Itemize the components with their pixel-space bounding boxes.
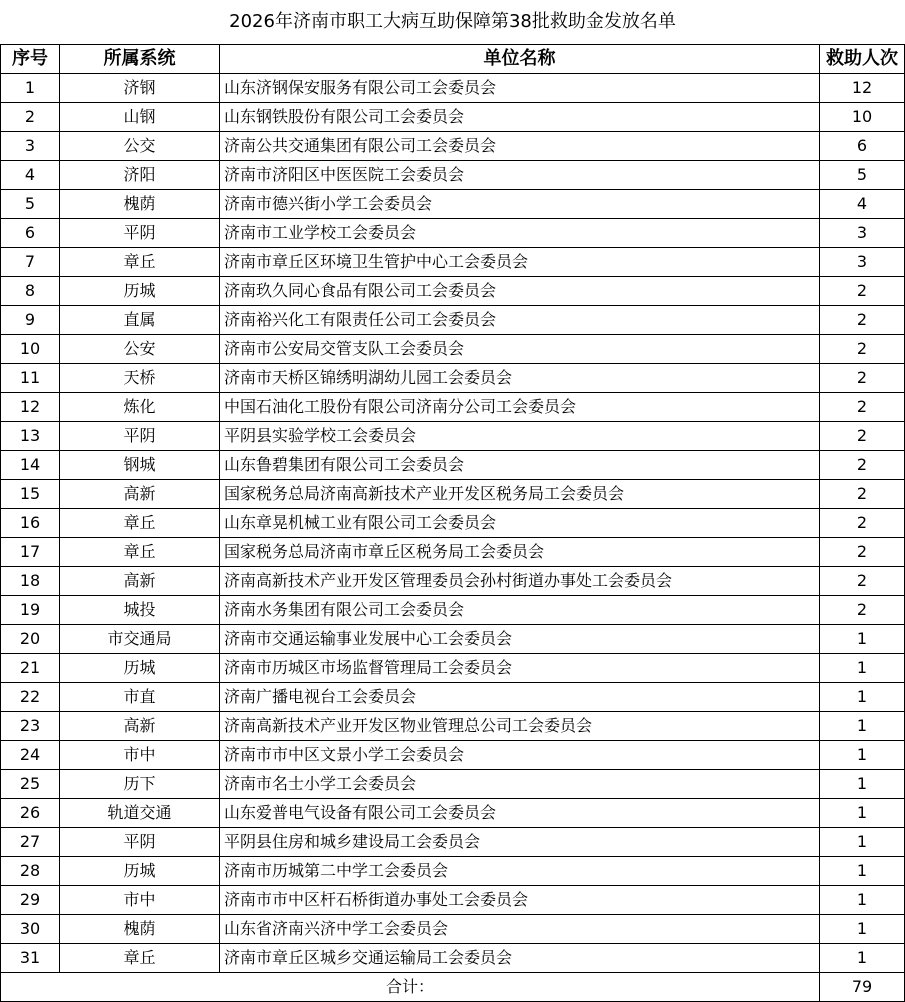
cell-unit: 济南市济阳区中医医院工会委员会	[220, 161, 820, 190]
cell-system: 平阴	[60, 828, 220, 857]
cell-count: 1	[820, 770, 905, 799]
table-row	[1, 480, 905, 509]
cell-unit: 济南市德兴街小学工会委员会	[220, 190, 820, 219]
cell-system: 公交	[60, 132, 220, 161]
cell-seq: 20	[1, 625, 60, 654]
cell-seq: 28	[1, 857, 60, 886]
cell-unit: 山东济钢保安服务有限公司工会委员会	[220, 74, 820, 103]
cell-system: 高新	[60, 567, 220, 596]
cell-seq: 11	[1, 364, 60, 393]
cell-seq: 25	[1, 770, 60, 799]
cell-system: 济阳	[60, 161, 220, 190]
cell-count: 1	[820, 915, 905, 944]
cell-seq: 29	[1, 886, 60, 915]
table-row	[1, 799, 905, 828]
cell-unit: 济南水务集团有限公司工会委员会	[220, 596, 820, 625]
cell-seq: 2	[1, 103, 60, 132]
cell-unit: 济南公共交通集团有限公司工会委员会	[220, 132, 820, 161]
cell-unit: 济南市市中区杆石桥街道办事处工会委员会	[220, 886, 820, 915]
cell-system: 山钢	[60, 103, 220, 132]
cell-seq: 10	[1, 335, 60, 364]
table-row	[1, 915, 905, 944]
cell-system: 章丘	[60, 944, 220, 973]
cell-system: 市中	[60, 741, 220, 770]
table-row	[1, 393, 905, 422]
cell-seq: 16	[1, 509, 60, 538]
cell-unit: 山东省济南兴济中学工会委员会	[220, 915, 820, 944]
cell-count: 3	[820, 219, 905, 248]
table-row	[1, 712, 905, 741]
cell-system: 城投	[60, 596, 220, 625]
table-row	[1, 335, 905, 364]
cell-seq: 14	[1, 451, 60, 480]
table-row	[1, 132, 905, 161]
cell-seq: 30	[1, 915, 60, 944]
table-row	[1, 277, 905, 306]
table-row	[1, 190, 905, 219]
total-label: 合计：	[1, 973, 820, 1002]
cell-count: 4	[820, 190, 905, 219]
table-row	[1, 857, 905, 886]
cell-seq: 13	[1, 422, 60, 451]
cell-seq: 19	[1, 596, 60, 625]
cell-count: 1	[820, 886, 905, 915]
cell-unit: 济南市公安局交管支队工会委员会	[220, 335, 820, 364]
cell-count: 2	[820, 596, 905, 625]
cell-unit: 山东爱普电气设备有限公司工会委员会	[220, 799, 820, 828]
cell-system: 章丘	[60, 509, 220, 538]
title-row	[1, 0, 905, 45]
cell-count: 1	[820, 683, 905, 712]
cell-unit: 山东鲁碧集团有限公司工会委员会	[220, 451, 820, 480]
cell-system: 天桥	[60, 364, 220, 393]
cell-unit: 济南市工业学校工会委员会	[220, 219, 820, 248]
table-row	[1, 683, 905, 712]
cell-seq: 7	[1, 248, 60, 277]
cell-count: 2	[820, 335, 905, 364]
table-row	[1, 741, 905, 770]
table-row	[1, 538, 905, 567]
header-count: 救助人次	[820, 45, 905, 74]
table-row	[1, 451, 905, 480]
header-row	[1, 45, 905, 74]
page-title: 2026年济南市职工大病互助保障第38批救助金发放名单	[229, 11, 676, 32]
table-row	[1, 596, 905, 625]
cell-count: 1	[820, 654, 905, 683]
cell-count: 2	[820, 277, 905, 306]
cell-count: 12	[820, 74, 905, 103]
table-row	[1, 828, 905, 857]
table-row	[1, 219, 905, 248]
cell-seq: 6	[1, 219, 60, 248]
cell-system: 济钢	[60, 74, 220, 103]
cell-system: 平阴	[60, 422, 220, 451]
cell-seq: 3	[1, 132, 60, 161]
cell-seq: 15	[1, 480, 60, 509]
cell-system: 钢城	[60, 451, 220, 480]
cell-unit: 济南市历城第二中学工会委员会	[220, 857, 820, 886]
cell-count: 2	[820, 422, 905, 451]
header-seq: 序号	[1, 45, 60, 74]
cell-system: 历城	[60, 277, 220, 306]
cell-system: 公安	[60, 335, 220, 364]
cell-count: 2	[820, 538, 905, 567]
cell-system: 历城	[60, 857, 220, 886]
cell-system: 历城	[60, 654, 220, 683]
cell-unit: 济南市名士小学工会委员会	[220, 770, 820, 799]
cell-unit: 济南市交通运输事业发展中心工会委员会	[220, 625, 820, 654]
cell-unit: 济南市天桥区锦绣明湖幼儿园工会委员会	[220, 364, 820, 393]
header-unit: 单位名称	[220, 45, 820, 74]
cell-unit: 中国石油化工股份有限公司济南分公司工会委员会	[220, 393, 820, 422]
cell-count: 1	[820, 625, 905, 654]
cell-count: 2	[820, 509, 905, 538]
table-row	[1, 306, 905, 335]
cell-seq: 9	[1, 306, 60, 335]
cell-seq: 18	[1, 567, 60, 596]
cell-seq: 26	[1, 799, 60, 828]
cell-system: 章丘	[60, 248, 220, 277]
cell-unit: 平阴县住房和城乡建设局工会委员会	[220, 828, 820, 857]
cell-unit: 济南高新技术产业开发区物业管理总公司工会委员会	[220, 712, 820, 741]
table-row	[1, 74, 905, 103]
table-row	[1, 770, 905, 799]
cell-system: 直属	[60, 306, 220, 335]
cell-system: 槐荫	[60, 915, 220, 944]
cell-unit: 国家税务总局济南高新技术产业开发区税务局工会委员会	[220, 480, 820, 509]
cell-system: 市直	[60, 683, 220, 712]
cell-system: 历下	[60, 770, 220, 799]
cell-seq: 27	[1, 828, 60, 857]
table-row	[1, 625, 905, 654]
cell-unit: 山东钢铁股份有限公司工会委员会	[220, 103, 820, 132]
table-row	[1, 944, 905, 973]
cell-unit: 济南市市中区文景小学工会委员会	[220, 741, 820, 770]
cell-system: 章丘	[60, 538, 220, 567]
cell-seq: 4	[1, 161, 60, 190]
cell-count: 2	[820, 451, 905, 480]
cell-system: 炼化	[60, 393, 220, 422]
cell-seq: 8	[1, 277, 60, 306]
table-row	[1, 567, 905, 596]
table-row	[1, 654, 905, 683]
total-value: 79	[820, 973, 905, 1002]
cell-count: 5	[820, 161, 905, 190]
cell-count: 1	[820, 741, 905, 770]
cell-unit: 平阴县实验学校工会委员会	[220, 422, 820, 451]
cell-seq: 22	[1, 683, 60, 712]
cell-count: 3	[820, 248, 905, 277]
cell-seq: 23	[1, 712, 60, 741]
cell-count: 2	[820, 364, 905, 393]
cell-unit: 国家税务总局济南市章丘区税务局工会委员会	[220, 538, 820, 567]
cell-system: 市交通局	[60, 625, 220, 654]
table-row	[1, 103, 905, 132]
cell-count: 1	[820, 799, 905, 828]
cell-system: 高新	[60, 480, 220, 509]
table-row	[1, 886, 905, 915]
cell-seq: 21	[1, 654, 60, 683]
cell-count: 6	[820, 132, 905, 161]
cell-system: 市中	[60, 886, 220, 915]
header-system: 所属系统	[60, 45, 220, 74]
total-row	[1, 973, 905, 1002]
cell-seq: 5	[1, 190, 60, 219]
cell-count: 1	[820, 828, 905, 857]
cell-count: 2	[820, 567, 905, 596]
cell-count: 2	[820, 393, 905, 422]
cell-system: 槐荫	[60, 190, 220, 219]
cell-unit: 济南市历城区市场监督管理局工会委员会	[220, 654, 820, 683]
cell-seq: 12	[1, 393, 60, 422]
table-row	[1, 422, 905, 451]
cell-seq: 17	[1, 538, 60, 567]
cell-seq: 24	[1, 741, 60, 770]
cell-count: 1	[820, 712, 905, 741]
cell-system: 轨道交通	[60, 799, 220, 828]
cell-count: 1	[820, 857, 905, 886]
table-row	[1, 161, 905, 190]
cell-seq: 1	[1, 74, 60, 103]
cell-system: 平阴	[60, 219, 220, 248]
cell-count: 2	[820, 306, 905, 335]
table-row	[1, 364, 905, 393]
cell-unit: 济南广播电视台工会委员会	[220, 683, 820, 712]
cell-count: 2	[820, 480, 905, 509]
cell-seq: 31	[1, 944, 60, 973]
cell-system: 高新	[60, 712, 220, 741]
cell-unit: 济南玖久同心食品有限公司工会委员会	[220, 277, 820, 306]
cell-count: 10	[820, 103, 905, 132]
table-row	[1, 248, 905, 277]
cell-unit: 济南市章丘区环境卫生管护中心工会委员会	[220, 248, 820, 277]
table-row	[1, 509, 905, 538]
cell-unit: 济南市章丘区城乡交通运输局工会委员会	[220, 944, 820, 973]
cell-count: 1	[820, 944, 905, 973]
cell-unit: 济南高新技术产业开发区管理委员会孙村街道办事处工会委员会	[220, 567, 820, 596]
table-body	[1, 74, 905, 973]
cell-unit: 济南裕兴化工有限责任公司工会委员会	[220, 306, 820, 335]
cell-unit: 山东章晃机械工业有限公司工会委员会	[220, 509, 820, 538]
